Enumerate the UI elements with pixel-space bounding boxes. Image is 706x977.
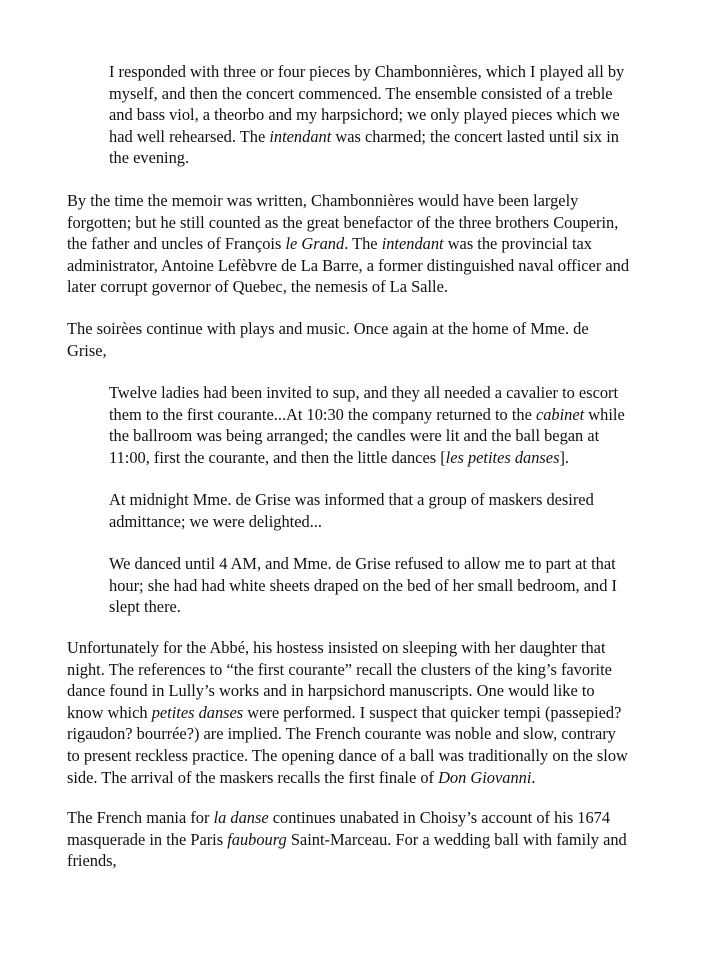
italic-run: les petites danses (445, 447, 560, 467)
text-run: I responded with three or four pieces by Chambonnières, which I played all by myself, and then the concert commenced. The ensemble consisted of a treble and bass viol, a theorbo and my harpsichord; we only played pieces which we had well rehearsed. The (109, 62, 625, 146)
block-quote-maskers (109, 489, 689, 532)
text-run: The soirèes continue with plays and music. Once again at the home of Mme. de Grise, (67, 319, 589, 360)
italic-run: intendant (269, 126, 332, 146)
text-run: while the ballroom was being arranged; the candles were lit and the ball began at 11:00, first the courante, and then the little dances [ (109, 404, 625, 467)
text-run: ]. (559, 447, 570, 467)
italic-run: la danse (213, 808, 269, 827)
text-run: continues unabated in Choisy’s account of his 1674 masquerade in the Paris (67, 808, 611, 849)
text-run: We danced until 4 AM, and Mme. de Grise refused to allow me to part at that hour; she had had white sheets draped on the bed of her small bedroom, and I slept there. (109, 554, 617, 617)
block-quote-chambonnieres-concert (109, 61, 689, 169)
text-run: Twelve ladies had been invited to sup, and they all needed a cavalier to escort them to the first courante...At 10:30 the company returned to the (109, 383, 619, 424)
block-quote-danced-until (109, 553, 689, 618)
text-run: . The (344, 234, 382, 254)
text-run: was charmed; the concert lasted until six in the evening. (109, 126, 619, 168)
paragraph-soirees (67, 318, 687, 361)
italic-run: intendant (381, 234, 444, 254)
block-quote-twelve-ladies (109, 382, 689, 468)
text-run: Saint-Marceau. For a wedding ball with family and friends, (67, 829, 627, 871)
italic-run: Don Giovanni (438, 767, 532, 787)
italic-run: petites danses (151, 702, 244, 722)
paragraph-abbe-commentary (67, 637, 687, 788)
text-run: The French mania for (67, 808, 214, 827)
italic-run: le Grand (285, 234, 345, 254)
italic-run: faubourg (227, 829, 287, 849)
text-run: was the provincial tax administrator, Antoine Lefèbvre de La Barre, a former distinguished naval officer and later corrupt governor of Quebec, the nemesis of La Salle. (67, 234, 630, 297)
text-run: By the time the memoir was written, Chambonnières would have been largely forgotten; but he still counted as the great benefactor of the three brothers Couperin, the father and uncles of François (67, 191, 619, 254)
text-run: At midnight Mme. de Grise was informed that a group of maskers desired admittance; we were delighted... (109, 490, 594, 531)
text-run: were performed. I suspect that quicker tempi (passepied? rigaudon? bourrée?) are implied. The French courante was noble and slow, contrary to present reckless practice. The opening dance of a ball was traditionally on the slow side. The arrival of the maskers recalls the first finale of (67, 702, 628, 787)
text-run: Unfortunately for the Abbé, his hostess insisted on sleeping with her daughter that night. The references to “the first courante” recall the clusters of the king’s favorite dance found in Lully’s works and in harpsichord manuscripts. One would like to know which (67, 638, 612, 722)
paragraph-memoir-context (67, 190, 687, 298)
paragraph-french-mania (67, 807, 687, 872)
italic-run: cabinet (535, 404, 585, 424)
text-run: . (531, 767, 536, 787)
